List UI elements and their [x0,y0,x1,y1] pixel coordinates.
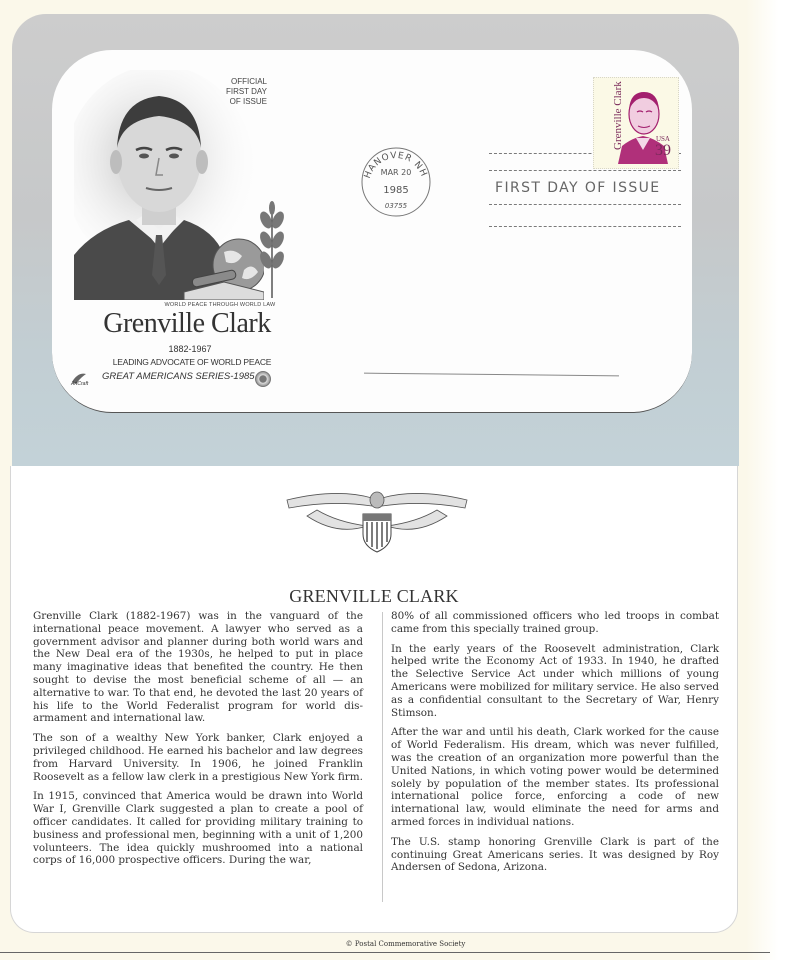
svg-text:HANOVER NH: HANOVER NH [362,150,429,180]
stamp-denomination: 39 [655,142,671,159]
official-label-line: FIRST DAY [225,87,267,96]
paragraph: The U.S. stamp honoring Grenville Clark is part of the continuing Great Americans series. It was designed by Roy Andersen of Sedona, Arizona. [391,835,719,874]
cachet-series: GREAT AMERICANS SERIES-1985 [102,371,255,382]
cachet-motto: WORLD PEACE THROUGH WORLD LAW [164,302,276,308]
left-text-column [33,610,363,874]
stamp-honoree-name: Grenville Clark [612,81,624,150]
column-divider [382,612,383,902]
official-first-day-label [207,77,267,107]
svg-text:1985: 1985 [383,185,409,196]
official-label-line: OFFICIAL [230,77,267,86]
copyright-notice: © Postal Commemorative Society [345,940,466,948]
svg-text:MAR 20: MAR 20 [380,168,412,177]
cancel-line [489,170,681,171]
first-day-of-issue-cancel: FIRST DAY OF ISSUE [495,180,661,196]
laurel-branch-icon [257,200,287,300]
postage-stamp [593,77,679,169]
cancel-line [489,226,681,227]
paragraph: In 1915, convinced that America would be drawn into World War I, Grenville Clark suggested a plan to create a pool of officer candidates. It called for providing military training to business and professional men, beginning with a unit of 1,200 volunteers. The idea quickly mushroomed into a national corps of 16,000 prospective officers. During the war, [33,790,363,867]
paragraph: After the war and until his death, Clark worked for the cause of World Federalism. His dream, which was never fulfilled, was the creation of an organization more powerful than the United Nations, in which voting power would be determined solely by population of the member states. Its professional international police force, enforcing a code of new international law, would eliminate the need for arms and armed forces in individual nations. [391,726,719,828]
address-line [364,373,619,377]
insert-card [10,466,738,933]
cancel-line [489,204,681,205]
first-day-cover-envelope [52,50,692,413]
insert-title: GRENVILLE CLARK [289,586,459,606]
svg-text:ArtCraft: ArtCraft [71,381,89,386]
svg-text:03755: 03755 [384,202,408,210]
postmark-circle [359,145,433,219]
cachet-tagline: LEADING ADVOCATE OF WORLD PEACE [112,357,272,367]
cachet-honoree-name: Grenville Clark [103,308,271,339]
official-label-line: OF ISSUE [229,97,267,106]
society-seal-icon [255,371,271,387]
stamp-country: USA [655,135,670,143]
paragraph: In the early years of the Roosevelt administration, Clark helped write the Economy Act of 1933. In 1940, he drafted the Selective Service Act under which millions of young Americans were mobilized for military service. He also served as a confidential consultant to the Secretary of War, Henry Stimson. [391,642,719,719]
page-bottom-rule [0,952,770,953]
paragraph: The son of a wealthy New York banker, Clark enjoyed a privileged childhood. He earned his bachelor and law degrees from Harvard University. In 1906, he joined Franklin Roosevelt as a fellow law clerk in a prestigious New York firm. [33,732,363,783]
cachet-years: 1882-1967 [168,344,212,354]
eagle-shield-emblem-icon [277,486,477,556]
paragraph: 80% of all commissioned officers who led troops in combat came from this specially trained group. [391,610,719,635]
paragraph: Grenville Clark (1882-1967) was in the vanguard of the international peace movement. A lawyer who served as a government advisor and planner during both world wars and the New Deal era of the 1930s, he helped to put in place many imaginative ideas that benefited the country. He then sought to devise the most beneficial scheme of all — an alternative to war. To that end, he devoted the last 20 years of his life to the World Federalist program for world disarmament and international law. [33,610,363,725]
right-text-column [391,610,719,881]
artcraft-logo-icon [70,370,90,386]
